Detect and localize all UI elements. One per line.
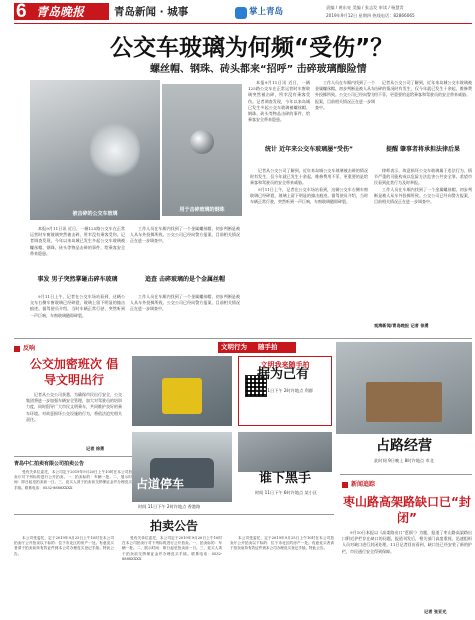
- photo-parked-car: [132, 432, 232, 502]
- story-title-3: 谁下黑手: [258, 471, 311, 486]
- steel-ball: [190, 130, 214, 154]
- civility-section: [132, 342, 332, 509]
- followup-headline: 枣山路高架路缺口已“封闭”: [343, 495, 471, 525]
- shattered-glass: [90, 120, 140, 180]
- app-logo: 掌上青岛: [249, 7, 284, 17]
- civility-tag: [218, 342, 296, 353]
- lead-reporter: 观海新闻/青岛晚报 记者 徐勇: [374, 323, 429, 328]
- story-title-1: 据为己有: [256, 367, 309, 382]
- red-square-icon: [14, 346, 20, 352]
- auction-body: 受有关单位委托，本公司定于2019年9月20日上午10时在本公司拍卖厅对下列标的进行公开拍卖。一、拍卖标的：车辆一批。二、展示时间：即日起至拍卖前一日。三、竞买人须于拍卖前交纳保证金并办理竞买手续。联系电话：0532-8888XXXX: [14, 470, 132, 490]
- lead-intro: 本报9月11日讯 近日，一辆125路公交车在正常运营时车窗玻璃突然被击碎，所幸没有乘客受伤。记者调查发现，今年以来岛城已发生多起公交车玻璃被螺丝帽、钢珠、砖头等物品击碎的事件，给乘客安全带来隐患。: [30, 226, 125, 256]
- lead-col-5: 记者从公交公司了解到，近年来岛城公交车玻璃被击碎的情况时有发生，仅今年就已发生十余起，维修费用不菲，更重要的是给乘客和驾驶员的安全带来威胁。: [374, 80, 472, 98]
- lead-photo: [30, 80, 160, 220]
- subhead-statistics: 统计 近年来公交车玻璃屡“受伤”: [265, 146, 353, 153]
- app-logo-icon: [235, 7, 247, 19]
- auction-company: 青岛中仁拍卖有限公司拍卖公告: [14, 461, 85, 467]
- subhead-warning: 提醒 肇事者将承担法律后果: [385, 146, 461, 153]
- photo-smashed-window: [238, 432, 332, 472]
- paper-name: 青岛晚报: [36, 5, 85, 19]
- text-investigation: 工作人员在车厢内找到了一个金属螺丝帽，初步判断是被人从车外投掷所致。公交公司已经向警方报案，目前相关情况正在进一步调查中。: [130, 294, 240, 312]
- story-meta-4: 此时间 9日晚上 8时许地点 市北: [374, 458, 434, 463]
- lead-col-3: 本报9月11日讯 近日，一辆125路公交车在正常运营时车窗玻璃突然被击碎，所幸没有乘客受伤。记者调查发现，今年以来岛城已发生多起公交车玻璃被螺丝帽、钢珠、砖头等物品击碎的事件，给乘客安全带来隐患。: [248, 80, 310, 123]
- story-title-2: 占道停车: [136, 477, 185, 491]
- subhead-investigation: 追查 击碎玻璃的是个金属丝帽: [144, 276, 226, 283]
- reaction-label: [14, 344, 54, 354]
- auction-title: 拍卖公告: [149, 519, 198, 533]
- lead-col-2: 工作人员在车厢内找到了一个金属螺丝帽，初步判断是被人从车外投掷所致。公交公司已经向警方报案，目前相关情况正在进一步调查中。: [130, 226, 240, 244]
- secondary-photo: [162, 84, 242, 216]
- editors-line-2: 2019年9月12日 星期四 热线电话：82866065: [326, 13, 415, 18]
- reaction-headline: 公交加密班次 倡导文明出行: [29, 357, 119, 387]
- red-square-icon: [342, 482, 348, 488]
- text-incident: 9月11日上午，记者在公交车场站看到，这辆公交车右侧车窗玻璃已经碎裂，玻璃上留下明显的撞击痕迹。据驾驶员介绍，当时车辆正常行驶，突然听到一声巨响，车窗玻璃随即碎裂。: [30, 294, 125, 318]
- lead-photo-caption: 被击碎的公交车玻璃: [72, 211, 118, 217]
- followup-label-text: 新闻追踪: [351, 481, 376, 488]
- civility-tag-2: 随手拍: [258, 343, 278, 351]
- reaction-text: 记者从公交公司获悉，为确保市民出行安全，公交集团将进一步加强车辆安全管理，加大对驾驶员的培训力度，同时倡导广大市民文明乘车，共同维护良好的乘车环境。对故意损坏公交设施的行为，将依法追究相关责任。: [26, 392, 122, 422]
- divider-auction-2: [14, 514, 334, 515]
- story-meta-1: 时间 11日下午 2时许地点 利群: [254, 388, 314, 393]
- reaction-reporter: 记者 徐勇: [86, 446, 105, 451]
- divider-auction: [14, 456, 132, 457]
- stall-shape: [366, 382, 442, 422]
- section-title: 青岛新闻 · 城事: [114, 6, 189, 18]
- divider-lead: [14, 338, 472, 339]
- secondary-photo-caption: 用于击碎玻璃的钢珠: [179, 207, 225, 213]
- bike-shape: [162, 378, 202, 414]
- photo-bike: [132, 356, 232, 426]
- followup-label: [342, 480, 402, 490]
- lead-col-4: 工作人员在车厢内找到了一个金属螺丝帽，初步判断是被人从车外投掷所致。公交公司已经向警方报案，目前相关情况正在进一步调查中。: [315, 80, 375, 110]
- story-meta-2: 时间 11日下午 2时许地点 香港路: [138, 504, 201, 509]
- reaction-label-text: 反响: [23, 345, 36, 352]
- story-meta-3: 时间 11日下午 6时许地点 某小区: [254, 490, 318, 495]
- story-title-4: 占路经营: [376, 438, 432, 454]
- text-warning: 律师表示，故意损坏公交车玻璃属于违法行为，情节严重的可能构成以危险方法危害公共安全罪。希望市民看到此类行为及时举报。 工作人员在车厢内找到了一个金属螺丝帽，初步判断是被人从车外投掷所致。公交公司已经向警方报案，目前相关情况正在进一步调查中。: [374, 168, 472, 205]
- lead-subheadline: 螺丝帽、钢珠、砖头都来“招呼” 击碎玻璃酿险情: [150, 64, 367, 75]
- lead-headline: 公交车玻璃为何频“受伤”？: [110, 35, 394, 61]
- subhead-incident: 事发 男子突然掌砸击碎车玻璃: [37, 276, 118, 283]
- auction-body-2-col-3: 本公司受委托，定于2019年9月25日上午10时在本公司拍卖厅公开拍卖以下标的：位于市北区的房产一处。有意竞买者请于拍卖前持有效证件到本公司办理竞买登记手续。特此公告。: [230, 536, 334, 551]
- page-number: 6: [16, 1, 27, 22]
- civility-banner-title: 文明我来随手拍: [260, 361, 310, 369]
- followup-reporter: 记者 张亚光: [424, 609, 447, 614]
- editors-line-1: 责编 / 黄东亮 美编 / 张志发 审读 / 杨慧青: [326, 5, 404, 10]
- divider-right: [340, 474, 472, 475]
- auction-body-2-col-2: 受有关单位委托，本公司定于2019年9月20日上午10时在本公司拍卖厅对下列标的进行公开拍卖。一、拍卖标的：车辆一批。二、展示时间：即日起至拍卖前一日。三、竞买人须于拍卖前交纳保证金并办理竞买手续。联系电话：0532-8888XXXX: [122, 536, 222, 561]
- auction-body-2-col-1: 本公司受委托，定于2019年9月25日上午10时在本公司拍卖厅公开拍卖以下标的：位于市北区的房产一处。有意竞买者请于拍卖前持有效证件到本公司办理竞买登记手续。特此公告。: [14, 536, 114, 556]
- text-statistics: 记者从公交公司了解到，近年来岛城公交车玻璃被击碎的情况时有发生，仅今年就已发生十余起，维修费用不菲，更重要的是给乘客和驾驶员的安全带来威胁。 9月11日上午，记者在公交车场站看到，这辆公交车右侧车窗玻璃已经碎裂，玻璃上留下明显的撞击痕迹。据驾驶员介绍，当时车辆正常行驶，突然听到一声巨响，车窗玻璃随即碎裂。: [250, 168, 368, 205]
- masthead: [0, 0, 475, 24]
- followup-text: 9月10日本报以《高架路出口“惹祸”》为题，报道了枣山路高架路出口附近护栏存在缺口的问题。报道刊发后，相关部门高度重视，迅速组织人员对缺口进行封闭处理。11日记者回访看到，缺口处已经安装了新的护栏，市民通行安全得到保障。: [342, 530, 472, 554]
- masthead-rule: [14, 23, 472, 24]
- photo-street-stall: [336, 342, 472, 434]
- civility-tag-1: 文明行为: [221, 343, 247, 351]
